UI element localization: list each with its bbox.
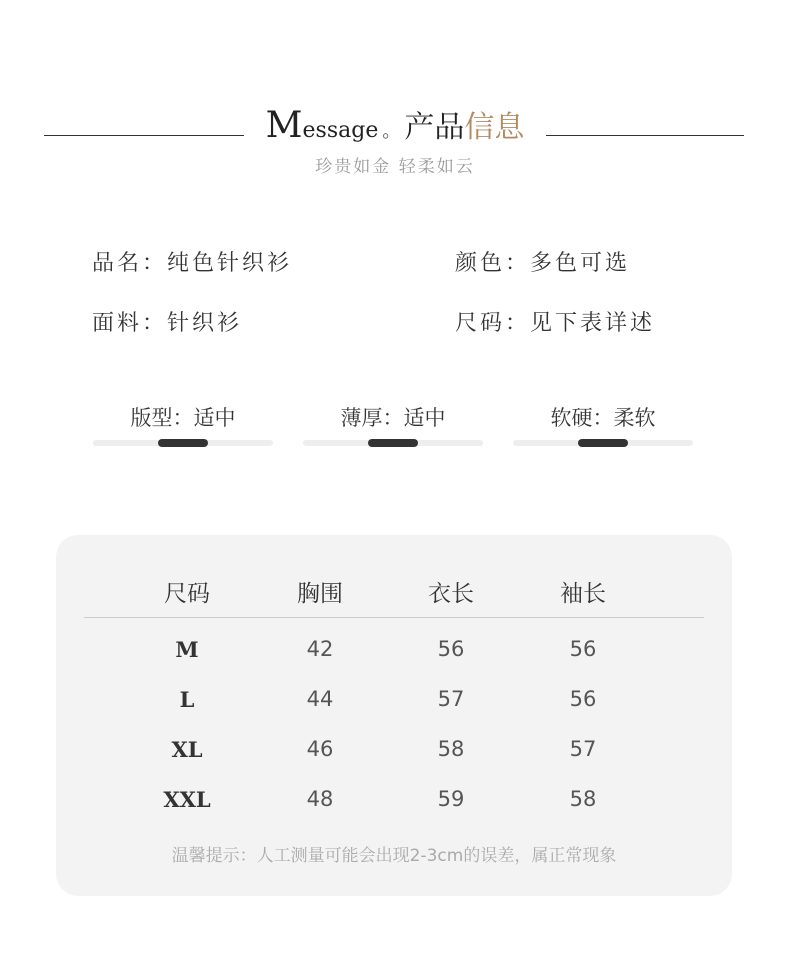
meter-thickness-track [303,440,483,446]
title-chinese-accent: 信息 [464,110,525,145]
size-table-panel [56,535,732,896]
title-dot: 。 [382,121,401,142]
meter-softness [513,400,693,450]
meter-softness-label: 软硬：柔软 [550,406,656,430]
table-header-sleeve: 袖长 [560,581,606,607]
title-english [265,105,379,146]
meter-fit [93,400,273,450]
table-cell-length: 57 [437,687,465,711]
meter-thickness [303,400,483,450]
info-fabric: 面料：针织衫 [92,311,243,336]
info-color: 颜色：多色可选 [455,251,631,276]
table-cell-sleeve: 56 [569,637,597,661]
table-cell-size: XXL [163,787,211,812]
table-header-length: 衣长 [428,581,474,607]
meter-thickness-indicator [368,439,418,447]
table-cell-length: 58 [437,737,465,761]
table-cell-sleeve: 58 [569,787,597,811]
table-cell-chest: 42 [306,637,334,661]
table-cell-chest: 46 [306,737,334,761]
meter-softness-track [513,440,693,446]
table-cell-chest: 48 [306,787,334,811]
meter-fit-label: 版型：适中 [130,406,236,430]
title-english-capital: M [265,105,303,146]
table-cell-size: XL [171,737,203,762]
section-header [0,96,790,186]
info-size: 尺码：见下表详述 [455,311,656,336]
table-header-chest: 胸围 [297,581,343,607]
table-cell-sleeve: 56 [569,687,597,711]
header-line-right [546,135,744,136]
table-cell-size: M [175,637,199,662]
info-product-name: 品名：纯色针织衫 [92,251,293,276]
table-cell-sleeve: 57 [569,737,597,761]
section-subtitle: 珍贵如金 轻柔如云 [315,157,475,177]
table-cell-size: L [179,687,195,712]
meter-thickness-label: 薄厚：适中 [340,406,446,430]
meter-fit-indicator [158,439,208,447]
table-header-size: 尺码 [164,581,210,607]
title-english-rest: essage [302,118,379,143]
title-chinese-dark: 产品 [404,110,465,145]
table-divider [84,617,704,618]
table-cell-length: 59 [437,787,465,811]
measurement-tip: 温馨提示：人工测量可能会出现2-3cm的误差，属正常现象 [171,846,617,866]
table-cell-chest: 44 [306,687,334,711]
meter-softness-indicator [578,439,628,447]
table-cell-length: 56 [437,637,465,661]
meter-fit-track [93,440,273,446]
section-title [0,102,790,146]
